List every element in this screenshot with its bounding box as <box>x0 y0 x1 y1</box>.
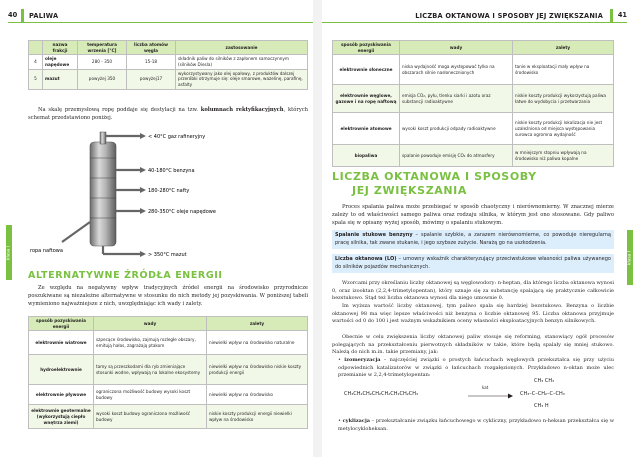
left-header <box>8 9 313 22</box>
intro-paragraph: Na skalę przemysłową ropę poddaje się destylacji na tzw. kolumnach rektyfikacyjnych, których schemat przedstawiono poniżej. <box>28 107 309 122</box>
table-row: biopaliwa spalanie powoduje emisję CO₂ do atmosfery w mniejszym stopniu wpływają na środowisko niż paliwa kopalne <box>333 145 614 167</box>
distillation-column-diagram <box>28 122 308 264</box>
bullet-isomerization: • izomeryzacja – najczęściej związki o prostych łańcuchach węglowych przekształca się przy użyciu odpowiednich katalizatorów w związki o łańcuchach rozgałęzionych. Przykładowo n-oktan może ulec przemianie w 2,2,4-trimetylopentan: <box>338 357 614 378</box>
right-page <box>322 0 635 457</box>
formula-reactant: CH₃CH₂CH₂CH₂CH₂CH₂CH₂CH₃ <box>344 391 419 397</box>
right-header <box>322 9 627 22</box>
formula-product: CH₃–C–CH₂–C–CH₃ <box>520 391 565 397</box>
table-row: elektrownie węglowe, gazowe i na ropę naftową emisja CO₂, pyłu, tlenku siarki i azotu oraz substancji radioaktywne niskie koszty produkcji wykorzystują paliwa łatwe do wydobycia i przetwarzania <box>333 85 614 113</box>
page-number: 41 <box>617 11 627 19</box>
reference-paragraph: Wzorcami przy określaniu liczby oktanowej są węglowodory: n-heptan, dla którego liczba oktanowa wynosi 0, oraz izooktan (2,2,4-trimetylopentan), który uznaje się za substancję spalającą się praktycznie całkowicie bezstukowo. Stąd też liczba oktanowa wynosi dla niego umownie 0. <box>332 280 615 301</box>
left-page <box>0 0 313 457</box>
fraction-label-kerosene: 180-280°C nafty <box>148 188 190 194</box>
definition-octane: Liczba oktanowa (LO) – umowny wskaźnik charakteryzujący przeciwstukowe własności paliwa używanego do silników pojazdów mechanicznych. <box>332 254 614 273</box>
book-gutter <box>313 0 322 457</box>
bullet-cyclization: • cyklizacja – przekształcanie związku łańcuchowego w cykliczny, przykładowo n-heksan przekształca się w metylocykloheksan. <box>338 418 614 432</box>
combustion-paragraph: Proces spalania paliwa może przebiegać w sposób chaotyczny i nierównomierny. W znacznej mierze zależy to od właściwości samego paliwa oraz rodzaju silnika, w którym jest ono stosowane. Gdy paliwo spala się w opisany wyżej sposób, mówimy o spalaniu stukowym. <box>332 204 614 227</box>
fraction-label-diesel: 280-350°C oleje napędowe <box>148 209 216 215</box>
isomerization-formula <box>344 376 614 412</box>
table-row: elektrownie słoneczne niska wydajność moga występować tylko na obszarach silnie nasłonecznionych tanie w eksploatacji mały wpływ na środowisko <box>333 55 614 85</box>
table-row: elektrownie wiatrowe szpecące środowisko, zajmują rozległe obszary, emitują hałas, zagrażają ptakom niewielki wpływ na środowisko naturalne <box>29 331 308 355</box>
definition-knock: Spalanie stukowe benzyny – spalanie szybkie, a zarazem nierównomierne, co powoduje nieregularną pracę silnika, tak zwane stukanie, i jego szybsze zużycie. Narażą go na uszkodzenia. <box>332 230 614 249</box>
page-title: LICZBA OKTANOWA I SPOSOBY JEJ ZWIĘKSZANIA <box>415 12 603 20</box>
reforming-paragraph: Obecnie w celu zwiększenia liczby oktanowej paliw stosuje się reforming, stanowiący ogół procesów polegających na przekształceniu pierwotnych składników w takie, które będą spalały się mniej stukowo. Należą do nich m.in. takie przemiany, jak: <box>332 334 614 355</box>
energy-table-right: sposób pozyskiwania energii wady zalety elektrownie słoneczne niska wydajność moga występować tylko na obszarach silnie nasłonecznionych tanie w eksploatacji mały wpływ na środowisko elektrownie węglowe, gazowe i na ropę naftową emisja CO₂, pyłu, tlenku siarki i azotu oraz substancji radioaktywne niskie koszty produkcji wykorzystują paliwa łatwe do wydobycia i przetwarzania elektrownie atomowe wysoki koszt produkcji odpady radioaktywne niskie koszty produkcji lokalizacja nie jest uzależniona od miejsca występowania surowca ogromna wydajność biopaliwa spalanie powoduje emisję CO₂ do atmosfery w mniejszym stopniu wpływają na środowisko niż paliwa kopalne <box>332 40 614 167</box>
formula-branch-bottom: CH₃ H <box>534 403 549 409</box>
table-row: 4 oleje napędowe 280 - 350 15-18 składnik paliw do silników z zapłonem samoczynnym (silników Diesla) <box>29 55 308 69</box>
table-row: hydroelektrownie tamy są przeszkodami dla ryb zmieniające stosunki wodne, wpływają na lokalne ekosystemy niewielki wpływ na środowisko niskie koszty produkcji energii <box>29 355 308 385</box>
input-label: ropa naftowa <box>30 248 63 254</box>
table-row: elektrownie geotermalne (wykorzystują ciepło wnętrza ziemi) wysoki koszt budowy ograniczona możliwość budowy niskie koszty produkcji energii niewielki wpływ na środowisko <box>29 405 308 429</box>
table-row: elektrownie atomowe wysoki koszt produkcji odpady radioaktywne niskie koszty produkcji lokalizacja nie jest uzależniona od miejsca występowania surowca ogromna wydajność <box>333 113 614 145</box>
table-row: elektrownie pływowe ograniczona możliwość budowy wysoki koszt budowy niewielki wpływ na środowisko <box>29 385 308 405</box>
octane-scale-paragraph: Im wyższa wartość liczby oktanowej, tym paliwo spala się bardziej bezstukowo. Benzyna o liczbie oktanowej 98 ma więc lepsze właściwości niż benzyna o liczbie oktanowej 95. Liczba oktanowa przyjmuje wartości od 0 do 100 i jest ważnym wskaźnikiem oceny własności eksploatacyjnych benzyn silnikowych. <box>332 303 614 324</box>
fraction-label-petrol: 40-180°C benzyna <box>148 168 195 174</box>
side-tab: klasa I <box>6 225 12 280</box>
alt-energy-paragraph: Ze względu na negatywny wpływ tradycyjnych źródeł energii na środowisko przyrodnicze poszukiwane są niezależne alternatywne w stosunku do nich metody jej pozyskiwania. W poniższej tabeli wymieniono najważniejsze z nich, uwzględniając ich wady i zalety. <box>28 285 308 308</box>
fraction-label-gas: < 40°C gaz rafineryjny <box>148 134 206 140</box>
section-heading-octane: LICZBA OKTANOWA I SPOSOBY JEJ ZWIĘKSZANIA <box>332 170 537 197</box>
fraction-label-mazut: > 350°C mazut <box>148 252 187 258</box>
column-body <box>90 142 116 246</box>
page-number: 40 <box>8 11 18 19</box>
energy-table-left: sposób pozyskiwania energii wady zalety elektrownie wiatrowe szpecące środowisko, zajmują rozległe obszary, emitują hałas, zagrażają ptakom niewielki wpływ na środowisko naturalne hydroelektrownie tamy są przeszkodami dla ryb zmieniające stosunki wodne, wpływają na lokalne ekosystemy niewielki wpływ na środowisko niskie koszty produkcji energii elektrownie pływowe ograniczona możliwość budowy wysoki koszt budowy niewielki wpływ na środowisko elektrownie geotermalne (wykorzystują ciepło wnętrza ziemi) wysoki koszt budowy ograniczona możliwość budowy niskie koszty produkcji energii niewielki wpływ na środowisko <box>28 316 308 429</box>
fraction-table: nazwa frakcji temperatura wrzenia [°C] liczba atomów węgla zastosowanie 4 oleje napędowe 280 - 350 15-18 składnik paliw do silników z zapłonem samoczynnym (silników Diesla) 5 mazut powyżej 350 powyżej17 wykorzystywany jako olej opałowy, z produktów dalszej przeróbki otrzymuje się: oleje smarowe, wazelinę, parafinę, asfalty <box>28 40 308 90</box>
side-tab: klasa I <box>627 230 633 285</box>
formula-catalyst: kat <box>482 385 489 390</box>
table-row: 5 mazut powyżej 350 powyżej17 wykorzystywany jako olej opałowy, z produktów dalszej przeróbki otrzymuje się: oleje smarowe, wazelinę, parafinę, asfalty <box>29 69 308 89</box>
section-heading-alt-energy: ALTERNATYWNE ŹRÓDŁA ENERGII <box>28 270 223 281</box>
formula-branch-top: CH₃ CH₃ <box>534 378 555 384</box>
page-title: PALIWA <box>29 12 59 20</box>
